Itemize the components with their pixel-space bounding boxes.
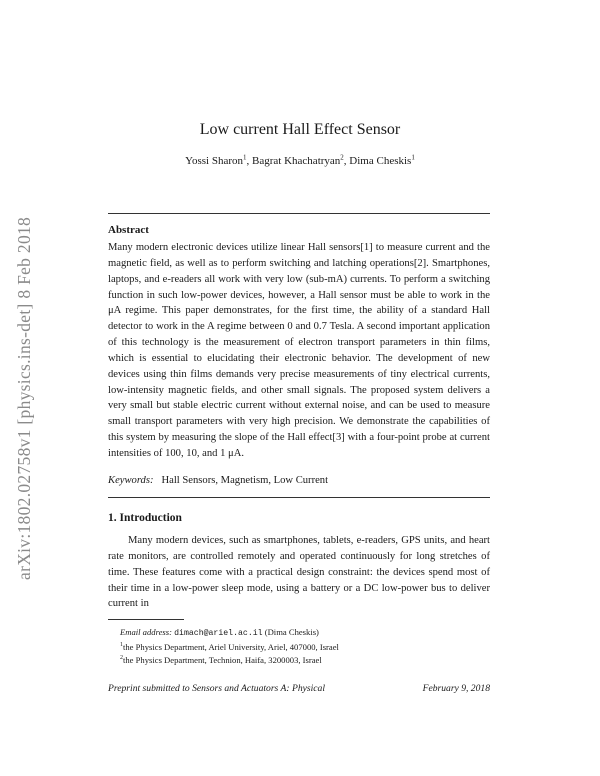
footer-journal: Preprint submitted to Sensors and Actuators A: Physical bbox=[108, 683, 326, 694]
footnote-email: Email address: dimach@ariel.ac.il (Dima Cheskis) bbox=[120, 627, 319, 638]
email-link[interactable]: dimach@ariel.ac.il bbox=[174, 629, 263, 638]
paper-title: Low current Hall Effect Sensor bbox=[199, 121, 401, 138]
abstract-top-rule bbox=[108, 213, 490, 214]
keywords-line bbox=[108, 475, 328, 486]
footnote-affiliation: $^2$the Physics Department, Technion, Haifa, 3200003, Israel bbox=[120, 655, 322, 666]
abstract-heading: Abstract bbox=[108, 224, 149, 236]
footer-date: February 9, 2018 bbox=[422, 683, 490, 694]
abstract-text: Many modern electronic devices utilize linear Hall sensors[1] to measure current and the magnetic field, as well as to perform switching and latching operations[2]. Smartphones, laptops, and e-readers all work with very low (sub-mA) currents. To perform a switching function in such low-power devices, however, a Hall sensor must be able to work in the μA regime. This paper demonstrates, for the first time, the ability of a standard Hall detector to work in the A regime between 0 and 0.7 Tesla. A second important application of this technology is the measurement of electron transport parameters in thin films, which is essential to elucidating their electronic behavior. The development of new devices using thin films demands very precise measurements of tiny electrical currents, low-intensity magnetic fields, and other small signals. The proposed system delivers a very small but stable electric current without external noise, and can be used to measure small transport parameters with very high precision. We demonstrate the capabilities of this system by measuring the slope of the Hall effect[3] with a four-point probe at current intensities of 100, 10, and 1 μA. bbox=[108, 242, 490, 459]
page-footer bbox=[108, 683, 490, 694]
author-list bbox=[0, 153, 600, 167]
footnotes bbox=[120, 627, 339, 667]
abstract-bottom-rule bbox=[108, 497, 490, 498]
introduction-text: Many modern devices, such as smartphones, tablets, e-readers, GPS units, and heart rate monitors, are controlled remotely and operated continuously for long stretches of time. These features come with a practical design constraint: the devices spend most of their time in a low-power sleep mode, using a battery or a DC low-power bus to deliver current in bbox=[108, 535, 490, 610]
arxiv-side-stamp bbox=[8, 170, 48, 580]
section-heading-introduction: 1. Introduction bbox=[108, 512, 182, 524]
arxiv-identifier: arXiv:1802.02758v1 [physics.ins-det] 8 Feb 2018 bbox=[14, 216, 34, 580]
footnote-affiliation: $^1$the Physics Department, Ariel University, Ariel, 407000, Israel bbox=[120, 641, 339, 652]
keywords-value: Hall Sensors, Magnetism, Low Current bbox=[161, 475, 329, 486]
keywords-label: Keywords: bbox=[108, 475, 154, 486]
author: Dima Cheskis$^1$ bbox=[349, 153, 415, 167]
footnote-rule bbox=[108, 619, 184, 620]
author: Yossi Sharon$^1$, bbox=[185, 153, 253, 167]
author: Bagrat Khachatryan$^2$, bbox=[252, 153, 350, 167]
